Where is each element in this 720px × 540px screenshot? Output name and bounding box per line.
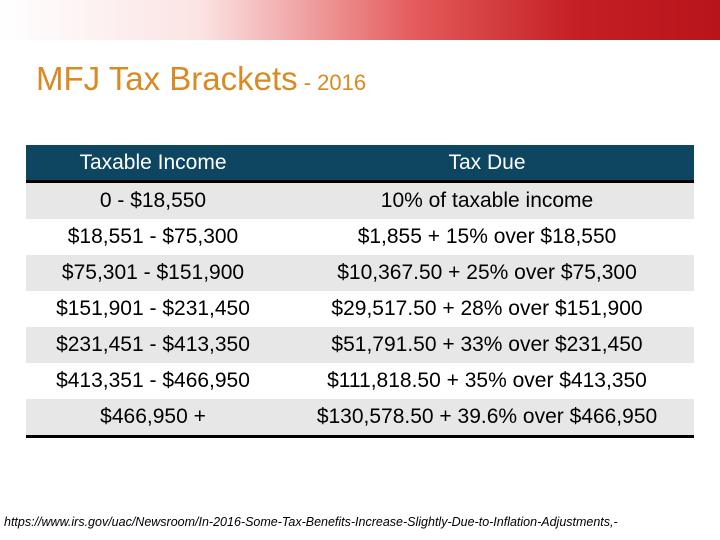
income-range-cell: $413,351 - $466,950: [26, 363, 280, 399]
income-range-cell: $18,551 - $75,300: [26, 219, 280, 255]
income-range-cell: $75,301 - $151,900: [26, 255, 280, 291]
table-row: [26, 182, 694, 220]
tax-due-cell: $111,818.50 + 35% over $413,350: [280, 363, 694, 399]
slide-title-main: MFJ Tax Brackets: [36, 60, 298, 97]
table-row: [26, 363, 694, 399]
table-row: [26, 255, 694, 291]
tax-due-cell: 10% of taxable income: [280, 182, 694, 220]
tax-brackets-table: [26, 145, 694, 438]
income-range-cell: 0 - $18,550: [26, 182, 280, 220]
header-taxable-income: Taxable Income: [26, 145, 280, 182]
table-row: [26, 291, 694, 327]
tax-due-cell: $10,367.50 + 25% over $75,300: [280, 255, 694, 291]
tax-due-cell: $51,791.50 + 33% over $231,450: [280, 327, 694, 363]
table-row: [26, 219, 694, 255]
income-range-cell: $151,901 - $231,450: [26, 291, 280, 327]
tax-due-cell: $1,855 + 15% over $18,550: [280, 219, 694, 255]
table-row: [26, 399, 694, 437]
source-link[interactable]: https://www.irs.gov/uac/Newsroom/In-2016-Some-Tax-Benefits-Increase-Slightly-Due-to-Inflation-Adjustments,-: [4, 515, 618, 529]
header-tax-due: Tax Due: [280, 145, 694, 182]
top-banner: [0, 0, 720, 40]
income-range-cell: $466,950 +: [26, 399, 280, 437]
tax-due-cell: $29,517.50 + 28% over $151,900: [280, 291, 694, 327]
tax-due-cell: $130,578.50 + 39.6% over $466,950: [280, 399, 694, 437]
slide-title-year: - 2016: [297, 70, 367, 95]
table-header-row: [26, 145, 694, 182]
income-range-cell: $231,451 - $413,350: [26, 327, 280, 363]
slide-title: [36, 60, 366, 98]
table-row: [26, 327, 694, 363]
